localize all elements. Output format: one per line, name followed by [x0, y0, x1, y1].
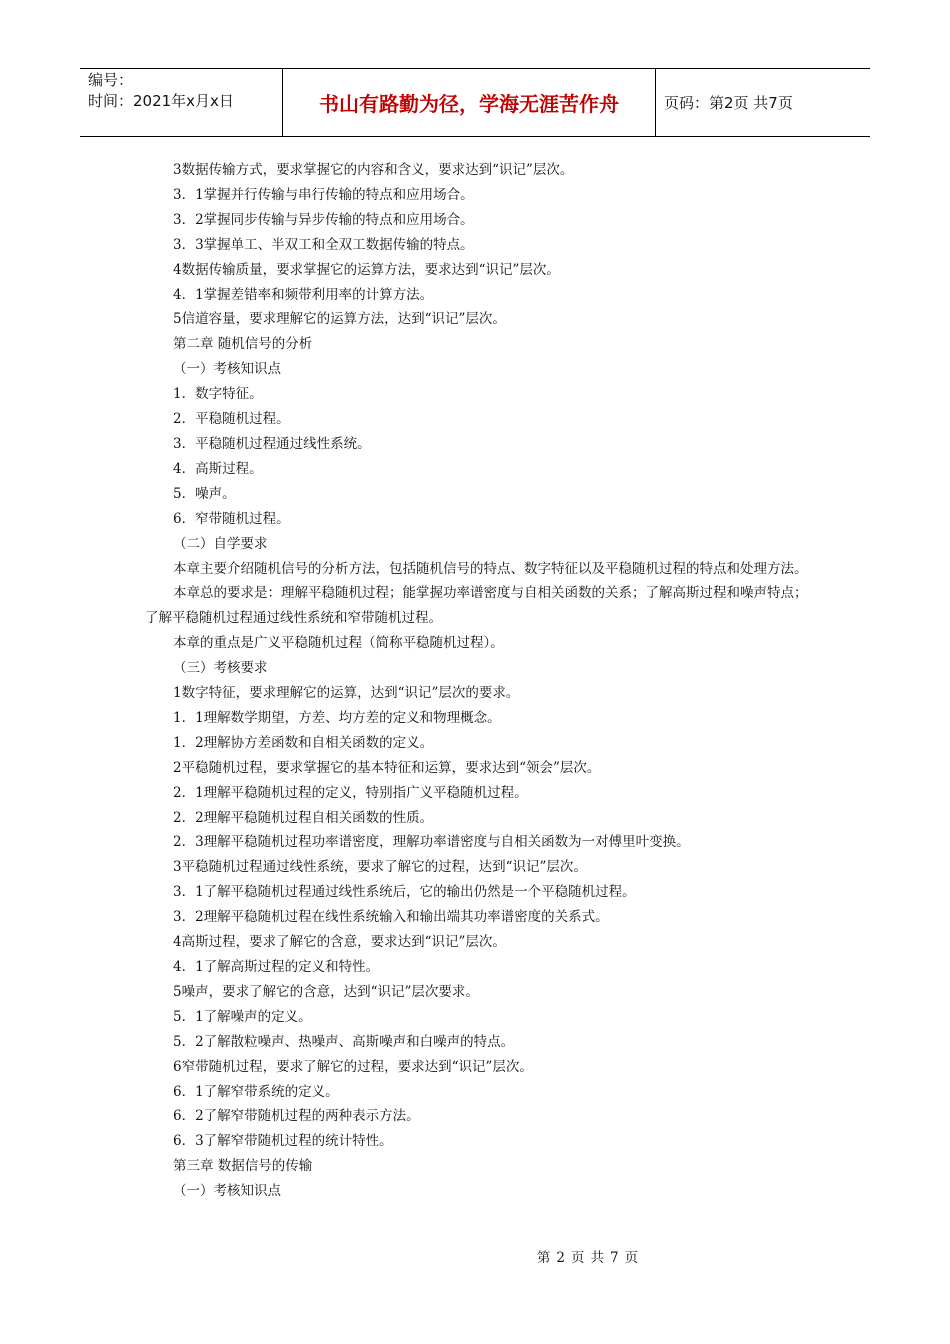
body-line: 3．1了解平稳随机过程通过线性系统后，它的输出仍然是一个平稳随机过程。: [173, 884, 636, 901]
body-line: 3．2理解平稳随机过程在线性系统输入和输出端其功率谱密度的关系式。: [173, 909, 609, 926]
header-divider-right: [655, 68, 656, 136]
body-paragraph: 本章主要介绍随机信号的分析方法，包括随机信号的特点、数字特征以及平稳随机过程的特点和处理方法。: [173, 560, 808, 577]
body-line: 1数字特征，要求理解它的运算，达到“识记”层次的要求。: [173, 685, 520, 702]
header-meta: [88, 70, 234, 112]
section-heading: （一）考核知识点: [173, 1183, 281, 1200]
footer-part: 第: [536, 1250, 551, 1266]
body-line: 3数据传输方式，要求掌握它的内容和含义，要求达到“识记”层次。: [173, 162, 574, 178]
body-paragraph: 本章总的要求是：理解平稳随机过程；能掌握功率谱密度与自相关函数的关系；了解高斯过程和噪声特点；了解平稳随机过程通过线性系统和窄带随机过程。: [145, 585, 808, 627]
body-line: 3．1掌握并行传输与串行传输的特点和应用场合。: [173, 186, 474, 203]
footer-part: 共: [590, 1250, 604, 1266]
section-heading: （二）自学要求: [173, 535, 268, 552]
chapter-heading: 第三章 数据信号的传输: [173, 1158, 313, 1175]
body-line: 2平稳随机过程，要求掌握它的基本特征和运算，要求达到“领会”层次。: [173, 759, 601, 776]
body-line: 2．1理解平稳随机过程的定义，特别指广义平稳随机过程。: [173, 784, 528, 801]
body-line: 6．1了解窄带系统的定义。: [173, 1083, 339, 1100]
body-line: 2．平稳随机过程。: [173, 411, 290, 428]
footer-part: 页: [624, 1250, 639, 1266]
body-line: 5．噪声。: [173, 485, 236, 502]
body-line: 6．2了解窄带随机过程的两种表示方法。: [173, 1108, 420, 1125]
header-page-label: 页码：第2页 共7页: [664, 93, 793, 112]
body-line: 6．3了解窄带随机过程的统计特性。: [173, 1133, 393, 1150]
body-line: 5噪声，要求了解它的含意，达到“识记”层次要求。: [173, 983, 479, 1000]
header-time-label: 时间：2021年x月x日: [88, 92, 234, 110]
body-line: 本章的重点是广义平稳随机过程（简称平稳随机过程）。: [173, 635, 504, 652]
body-line: 4．1掌握差错率和频带利用率的计算方法。: [173, 286, 434, 303]
body-line: 4数据传输质量，要求掌握它的运算方法，要求达到“识记”层次。: [173, 261, 560, 278]
body-line: 5信道容量，要求理解它的运算方法，达到“识记”层次。: [173, 311, 506, 328]
body-line: 3．2掌握同步传输与异步传输的特点和应用场合。: [173, 211, 474, 228]
body-line: 2．2理解平稳随机过程自相关函数的性质。: [173, 809, 434, 826]
footer-current-page: 2: [556, 1250, 565, 1266]
body-line: 3平稳随机过程通过线性系统，要求了解它的过程，达到“识记”层次。: [173, 859, 587, 876]
body-line: 4高斯过程，要求了解它的含意，要求达到“识记”层次。: [173, 934, 506, 951]
chapter-heading: 第二章 随机信号的分析: [173, 336, 313, 353]
header-motto: 书山有路勤为径，学海无涯苦作舟: [319, 91, 619, 116]
body-line: 5．2了解散粒噪声、热噪声、高斯噪声和白噪声的特点。: [173, 1033, 515, 1050]
body-line: 3．3掌握单工、半双工和全双工数据传输的特点。: [173, 236, 474, 253]
body-line: 1．2理解协方差函数和自相关函数的定义。: [173, 734, 434, 751]
body-line: 2．3理解平稳随机过程功率谱密度，理解功率谱密度与自相关函数为一对傅里叶变换。: [173, 834, 690, 851]
header-bottom-rule: [80, 136, 870, 137]
body-line: 1．1理解数学期望，方差、均方差的定义和物理概念。: [173, 709, 501, 726]
body-line: 6窄带随机过程，要求了解它的过程，要求达到“识记”层次。: [173, 1058, 533, 1075]
body-line: 3．平稳随机过程通过线性系统。: [173, 435, 371, 452]
body-line: 4．1了解高斯过程的定义和特性。: [173, 959, 380, 975]
body-line: 4．高斯过程。: [173, 460, 263, 477]
section-heading: （一）考核知识点: [173, 361, 281, 378]
section-heading: （三）考核要求: [173, 660, 268, 677]
header-number-label: 编号：: [88, 71, 134, 89]
body-line: 1．数字特征。: [173, 386, 263, 403]
page-footer: [0, 1246, 950, 1266]
footer-part: 页: [571, 1250, 585, 1266]
document-body: [145, 158, 810, 1204]
footer-total-pages: 7: [610, 1250, 619, 1266]
body-line: 6．窄带随机过程。: [173, 510, 290, 527]
body-line: 5．1了解噪声的定义。: [173, 1008, 312, 1025]
